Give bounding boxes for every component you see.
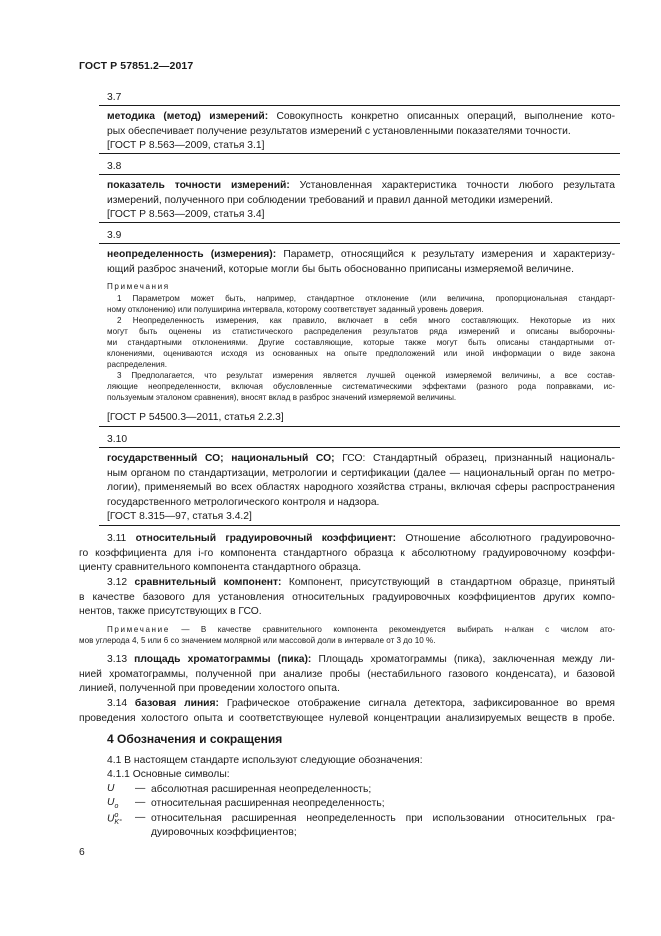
note-line: ляющие неопределенности, включая обусловленные систематическими эффектами (разного рода поправками, ис- [107,382,615,391]
term-name: относительный градуировочный коэффициент: [135,533,397,544]
term-definition-line: в качестве базового для установления относительных градуировочных коэффициентов других компо- [79,592,615,603]
term-name: методика (метод) измерений: [107,111,269,122]
term-definition-line: циенту сравнительного компонента стандартного образца. [79,562,362,573]
note-line: ми стандартными отклонениями. Другие составляющие, которые также могут быть описаны стандартными от- [107,338,615,347]
note-line: 1 Параметром может быть, например, стандартное отклонение (или величина, пропорциональная стандарт- [117,294,615,303]
note-line: 3 Предполагается, что результат измерения является лучшей оценкой измеряемой величины, а все состав- [117,371,615,380]
note-line: ному отклонению) или полуширина интервала, которому соответствует заданный уровень доверия. [107,305,484,314]
term-definition-line: 3.12 сравнительный компонент: Компонент, присутствующий в стандартном образце, принятый [107,577,615,588]
note-line: клонениями, оцениваются исходя из основанных на опыте предположений или иной информации о виде закона [107,349,615,358]
term-definition-line: показатель точности измерений: Установленная характеристика точности любого результата [107,180,615,191]
term-number: 3.10 [107,434,128,445]
paragraph: 4.1.1 Основные символы: [107,769,230,780]
symbol-definition: дуировочных коэффициентов; [151,827,297,838]
term-definition-line: измерений, полученного при соблюдении требований и правил данной методики измерений. [107,195,554,206]
symbol-dash: — [135,797,146,808]
section-heading: 4 Обозначения и сокращения [107,732,283,746]
term-definition-line: методика (метод) измерений: Совокупность конкретно описанных операций, выполнение кото- [107,111,615,122]
term-definition-line: ющий разброс значений, которые могли бы быть обоснованно приписаны измеряемой величине. [107,264,574,275]
term-definition-line: проведения холостого опыта и соответствующее нулевой концентрации анализируемых веществ в пробе. [79,713,615,724]
term-name: площадь хроматограммы (пика): [134,654,312,665]
document-code-header: ГОСТ Р 57851.2—2017 [79,60,194,72]
term-definition-line: нентов, также присутствующих в ГСО. [79,606,262,617]
symbol-definition: абсолютная расширенная неопределенность; [151,784,372,795]
symbol: $U^o_{K^\circ}$ [107,812,122,827]
term-definition-line: ным органом по стандартизации, метрологии и сертификации (далее — национальный орган по метро- [107,468,615,479]
term-source: [ГОСТ Р 8.563—2009, статья 3.4] [107,209,265,220]
term-definition-line: 3.13 площадь хроматограммы (пика): Площадь хроматограммы (пика), заключенная между ли- [107,654,615,665]
note-line: Примечание — В качестве сравнительного компонента рекомендуется выбирать н-алкан с числом ато- [107,625,615,634]
term-definition-line: нией хроматограммы, полученной при анализе пробы (нестабильного газового конденсата), и базовой [79,669,615,680]
notes-title: Примечания [107,282,170,291]
term-definition-line: рых обеспечивает получение результатов измерений с установленными показателями точности. [107,126,571,137]
term-definition-line: 3.14 базовая линия: Графическое отображение сигнала детектора, зафиксированное во время [107,698,615,709]
term-definition-line: 3.11 относительный градуировочный коэффициент: Отношение абсолютного градуировочно- [107,533,615,544]
symbol-dash: — [135,812,146,823]
symbol: U [107,783,115,794]
note-line: пользуемым эталоном сравнения), вносят вклад в разброс значений измеряемой величины. [107,393,457,402]
term-definition-line: логии), применяемый во всех областях народного хозяйства страны, включая сферы распространения [107,482,615,493]
note-line: могут быть оценены из статистического распределения результатов ряда измерений и описаны выборочны- [107,327,615,336]
term-number: 3.8 [107,161,122,172]
term-definition-line: го коэффициента для i-го компонента стандартного образца к абсолютному градуировочному коэффи- [79,548,615,559]
term-name: государственный СО; национальный СО; [107,453,335,464]
symbol-definition: относительная расширенная неопределенность; [151,798,385,809]
term-definition-line: государственного метрологического контроля и надзора. [107,497,380,508]
paragraph: 4.1 В настоящем стандарте используют следующие обозначения: [107,755,423,766]
term-number: 3.9 [107,230,122,241]
note-line: распределения. [107,360,168,369]
term-number: 3.7 [107,92,122,103]
term-source: [ГОСТ Р 54500.3—2011, статья 2.2.3] [107,412,284,423]
symbol-dash: — [135,783,146,794]
term-source: [ГОСТ Р 8.563—2009, статья 3.1] [107,140,265,151]
term-name: сравнительный компонент: [134,577,282,588]
term-definition-line: государственный СО; национальный СО; ГСО: Стандартный образец, признанный националь- [107,453,615,464]
term-name: базовая линия: [134,698,219,709]
term-source: [ГОСТ 8.315—97, статья 3.4.2] [107,511,252,522]
term-name: показатель точности измерений: [107,180,290,191]
page-number: 6 [79,847,85,858]
term-name: неопределенность (измерения): [107,249,277,260]
note-line: 2 Неопределенность измерения, как правило, включает в себя много составляющих. Некоторые из них [117,316,615,325]
term-definition-line: линией, полученной при проведении холостого опыта. [79,683,340,694]
symbol: $U_o$ [107,797,119,811]
symbol-definition: относительная расширенная неопределенность при использовании относительных гра- [151,813,615,824]
note-line: мов углерода 4, 5 или 6 со значением молярной или массовой доли в интервале от 3 до 10 %. [79,636,436,645]
term-definition-line: неопределенность (измерения): Параметр, относящийся к результату измерения и характеризу- [107,249,615,260]
